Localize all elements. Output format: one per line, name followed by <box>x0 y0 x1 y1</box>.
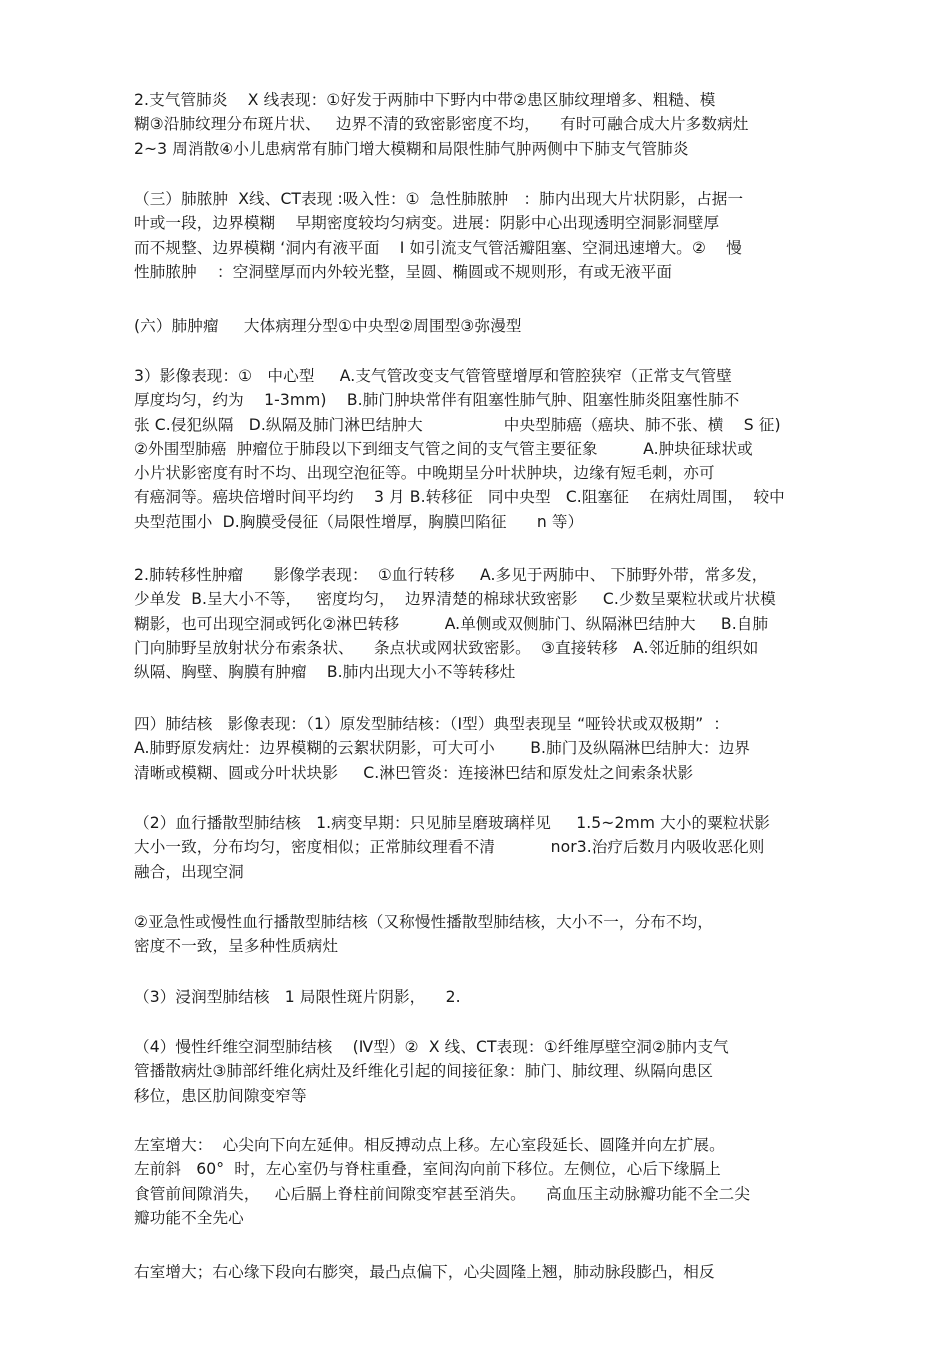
paragraph-lung-abscess <box>134 187 844 284</box>
text-line: （4）慢性纤维空洞型肺结核 (Ⅳ型）② X 线、CT表现：①纤维厚壁空洞②肺内支气 <box>134 1038 729 1056</box>
text-line: 食管前间隙消失， 心后膈上脊柱前间隙变窄甚至消失。 高血压主动脉瓣功能不全二尖 <box>134 1184 751 1203</box>
paragraph-lung-tumor-imaging <box>134 364 844 534</box>
text-line: A.肺野原发病灶：边界模糊的云絮状阴影，可大可小 B.肺门及纵隔淋巴结肿大：边界 <box>134 739 751 758</box>
text-line: （三）肺脓肿 X线、CT表现 :吸入性：① 急性肺脓肿 ：肺内出现大片状阴影，占据一 <box>134 190 744 208</box>
text-line: 而不规整、边界模糊 ‘洞内有液平面 I 如引流支气管活瓣阻塞、空洞迅速增大。② 慢 <box>134 238 742 257</box>
text-line: 少单发 B.呈大小不等， 密度均匀， 边界清楚的棉球状致密影 C.少数呈粟粒状或片状模 <box>134 590 776 609</box>
paragraph-right-ventricle-enlargement <box>134 1260 844 1284</box>
text-line: ②亚急性或慢性血行播散型肺结核（又称慢性播散型肺结核，大小不一，分布不均， <box>134 913 714 931</box>
text-line: 糊③沿肺纹理分布斑片状、 边界不清的致密影密度不均， 有时可融合成大片多数病灶 <box>134 115 749 134</box>
text-line: 清晰或模糊、圆或分叶状块影 C.淋巴管炎：连接淋巴结和原发灶之间索条状影 <box>134 763 694 782</box>
paragraph-tuberculosis-primary <box>134 712 844 785</box>
text-line: 大小一致，分布均匀，密度相似；正常肺纹理看不清 nor3.治疗后数月内吸收恶化则 <box>134 838 765 857</box>
text-line: 性肺脓肿 ：空洞壁厚而内外较光整，呈圆、椭圆或不规则形，有或无液平面 <box>134 262 673 281</box>
paragraph-lung-tumor-pathology <box>134 314 844 338</box>
paragraph-tuberculosis-subacute <box>134 910 844 959</box>
text-line: 2.肺转移性肿瘤 影像学表现： ①血行转移 A.多见于两肺中、 下肺野外带，常多发， <box>134 566 768 584</box>
text-line: (六）肺肿瘤 大体病理分型①中央型②周围型③弥漫型 <box>134 317 522 335</box>
text-line: 糊影，也可出现空洞或钙化②淋巴转移 A.单侧或双侧肺门、纵隔淋巴结肿大 B.自肺 <box>134 614 769 633</box>
text-line: 左前斜 60° 时，左心室仍与脊柱重叠，室间沟向前下移位。左侧位，心后下缘膈上 <box>134 1160 721 1179</box>
paragraph-bronchopneumonia <box>134 88 844 161</box>
paragraph-tuberculosis-hematogenous <box>134 811 844 884</box>
text-line: ②外围型肺癌 肿瘤位于肺段以下到细支气管之间的支气管主要征象 A.肿块征球状或 <box>134 439 753 458</box>
text-line: 瓣功能不全先心 <box>134 1208 244 1227</box>
text-line: 叶或一段，边界模糊 早期密度较均匀病变。进展：阴影中心出现透明空洞影洞壁厚 <box>134 214 720 233</box>
paragraph-lung-metastasis <box>134 563 844 684</box>
text-line: 2.支气管肺炎 X 线表现：①好发于两肺中下野内中带②患区肺纹理增多、粗糙、模 <box>134 91 716 109</box>
text-line: 厚度均匀，约为 1-3mm) B.肺门肿块常伴有阻塞性肺气肿、阻塞性肺炎阻塞性肺不 <box>134 391 740 410</box>
paragraph-tuberculosis-infiltrative <box>134 985 844 1009</box>
text-line: 融合，出现空洞 <box>134 862 244 881</box>
text-line: 左室增大： 心尖向下向左延伸。相反搏动点上移。左心室段延长、圆隆并向左扩展。 <box>134 1136 725 1154</box>
text-line: 移位，患区肋间隙变窄等 <box>134 1086 307 1105</box>
text-line: 纵隔、胸壁、胸膜有肿瘤 B.肺内出现大小不等转移灶 <box>134 663 516 682</box>
text-line: 张 C.侵犯纵隔 D.纵隔及肺门淋巴结肿大 中央型肺癌（癌块、肺不张、横 S 征) <box>134 415 781 434</box>
paragraph-tuberculosis-fibrocavitary <box>134 1035 844 1108</box>
text-line: 密度不一致，呈多种性质病灶 <box>134 937 339 956</box>
text-line: 门向肺野呈放射状分布索条状、 条点状或网状致密影。 ③直接转移 A.邻近肺的组织如 <box>134 638 759 657</box>
text-line: 小片状影密度有时不均、出现空泡征等。中晚期呈分叶状肿块，边缘有短毛刺，亦可 <box>134 464 715 483</box>
text-line: （2）血行播散型肺结核 1.病变早期：只见肺呈磨玻璃样见 1.5~2mm 大小的粟粒状影 <box>134 814 770 832</box>
text-line: 有癌洞等。癌块倍增时间平均约 3 月 B.转移征 同中央型 C.阻塞征 在病灶周围， 较中 <box>134 488 785 507</box>
text-line: 3）影像表现：① 中心型 A.支气管改变支气管管壁增厚和管腔狭窄（正常支气管壁 <box>134 367 732 385</box>
text-line: 央型范围小 D.胸膜受侵征（局限性增厚，胸膜凹陷征 n 等） <box>134 512 584 531</box>
paragraph-left-ventricle-enlargement <box>134 1133 844 1230</box>
text-line: （3）浸润型肺结核 1 局限性斑片阴影， 2. <box>134 988 461 1006</box>
text-line: 管播散病灶③肺部纤维化病灶及纤维化引起的间接征象：肺门、肺纹理、纵隔向患区 <box>134 1062 714 1081</box>
text-line: 四）肺结核 影像表现：（1）原发型肺结核：（Ⅰ型）典型表现呈 “哑铃状或双极期” ： <box>134 715 730 733</box>
text-line: 2~3 周消散④小儿患病常有肺门增大模糊和局限性肺气肿两侧中下肺支气管肺炎 <box>134 139 689 158</box>
text-line: 右室增大；右心缘下段向右膨突，最凸点偏下，心尖圆隆上翘，肺动脉段膨凸，相反 <box>134 1263 715 1281</box>
